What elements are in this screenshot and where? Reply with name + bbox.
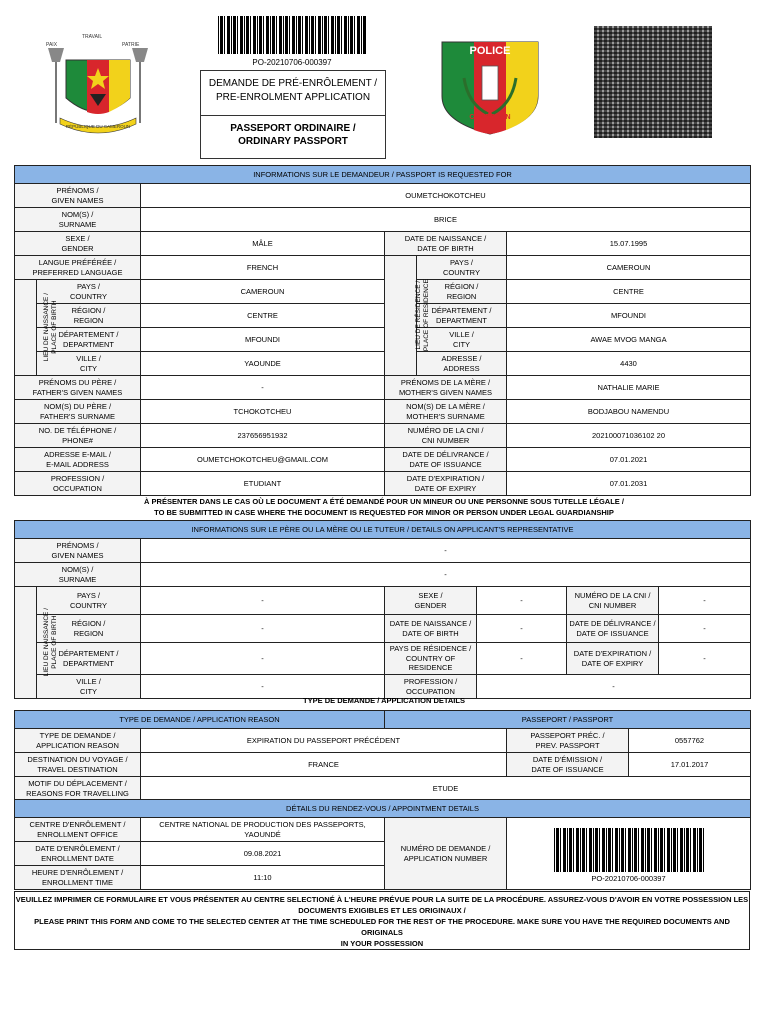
profession-label: PROFESSION / OCCUPATION xyxy=(15,472,141,496)
travel-motive-label: MOTIF DU DÉPLACEMENT / REASONS FOR TRAVELLING xyxy=(15,777,141,801)
rep-cni-label: NUMÉRO DE LA CNI / CNI NUMBER xyxy=(567,587,659,615)
residence-group-label: LIEU DE RÉSIDENCE / PLACE OF RESIDENCE xyxy=(385,256,417,376)
rep-issue-date-value: - xyxy=(659,615,751,643)
email-label: ADRESSE E-MAIL / E-MAIL ADDRESS xyxy=(15,448,141,472)
surname-value: BRICE xyxy=(141,208,751,232)
application-table xyxy=(14,710,751,801)
application-number-cell xyxy=(507,818,751,890)
father-given-value: - xyxy=(141,376,385,400)
rep-profession-label: PROFESSION / OCCUPATION xyxy=(385,675,477,699)
rep-profession-value: - xyxy=(477,675,751,699)
police-badge xyxy=(438,38,542,136)
language-value: FRENCH xyxy=(141,256,385,280)
passport-type-en: ORDINARY PASSPORT xyxy=(238,136,348,147)
res-department-label: DÉPARTEMENT / DEPARTMENT xyxy=(417,304,507,328)
mother-given-value: NATHALIE MARIE xyxy=(507,376,751,400)
given-names-label: PRÉNOMS / GIVEN NAMES xyxy=(15,184,141,208)
enrollment-date-value: 09.08.2021 xyxy=(141,842,385,866)
birth-city-value: YAOUNDE xyxy=(141,352,385,376)
phone-label: NO. DE TÉLÉPHONE / PHONE# xyxy=(15,424,141,448)
birth-country-value: CAMEROUN xyxy=(141,280,385,304)
language-label: LANGUE PRÉFÉRÉE / PREFERRED LANGUAGE xyxy=(15,256,141,280)
rep-issue-date-label: DATE DE DÉLIVRANCE / DATE OF ISSUANCE xyxy=(567,615,659,643)
rep-given-names-value: - xyxy=(141,539,751,563)
application-type-label: TYPE DE DEMANDE / APPLICATION REASON xyxy=(15,729,141,753)
rep-sex-value: - xyxy=(477,587,567,615)
title-fr: DEMANDE DE PRÉ-ENRÔLEMENT / xyxy=(208,78,378,89)
rep-residence-country-value: - xyxy=(477,643,567,675)
birth-department-label: DÉPARTEMENT / DEPARTMENT xyxy=(37,328,141,352)
reference-number: PO-20210706-000397 xyxy=(252,58,332,67)
mother-given-label: PRÉNOMS DE LA MÈRE / MOTHER'S GIVEN NAMES xyxy=(385,376,507,400)
applicant-table xyxy=(14,165,751,496)
enrollment-date-label: DATE D'ENRÔLEMENT / ENROLLMENT DATE xyxy=(15,842,141,866)
coat-of-arms-motto-2: PATRIE xyxy=(122,42,140,48)
footer-en-line-2: IN YOUR POSSESSION xyxy=(340,938,424,948)
given-names-value: OUMETCHOKOTCHEU xyxy=(141,184,751,208)
guardian-note xyxy=(14,497,754,518)
issue-date-label: DATE DE DÉLIVRANCE / DATE OF ISSUANCE xyxy=(385,448,507,472)
coat-of-arms-motto-1: TRAVAIL xyxy=(82,34,103,40)
rep-country-value: - xyxy=(141,587,385,615)
rep-department-label: DÉPARTEMENT / DEPARTMENT xyxy=(37,643,141,675)
rep-cni-value: - xyxy=(659,587,751,615)
guardian-note-fr: À PRÉSENTER DANS LE CAS OÙ LE DOCUMENT A ÉTÉ DEMANDÉ POUR UN MINEUR OU UNE PERSONNE SOUS TUTELLE LÉGALE / xyxy=(144,497,624,506)
reference-barcode xyxy=(218,16,366,54)
enrollment-office-value: CENTRE NATIONAL DE PRODUCTION DES PASSEPORTS, YAOUNDÉ xyxy=(141,818,385,842)
res-department-value: MFOUNDI xyxy=(507,304,751,328)
enrollment-office-label: CENTRE D'ENRÔLEMENT / ENROLLMENT OFFICE xyxy=(15,818,141,842)
coat-of-arms-emblem xyxy=(38,28,158,138)
applicant-section-header: INFORMATIONS SUR LE DEMANDEUR / PASSPORT IS REQUESTED FOR xyxy=(15,166,751,184)
footer-fr-line-2: DOCUMENTS EXIGIBLES ET LES ORIGINAUX / xyxy=(298,905,466,915)
application-reason-header: TYPE DE DEMANDE / APPLICATION REASON xyxy=(15,711,385,729)
phone-value: 237656951932 xyxy=(141,424,385,448)
sex-value: MÂLE xyxy=(141,232,385,256)
footer-en-line-1: PLEASE PRINT THIS FORM AND COME TO THE SELECTED CENTER AT THE TIME SCHEDULED FOR THE REST OF THE PROCEDURE. MAKE SURE YOU HAVE THE REQUIRED DOCUMENTS AND ORIGINALS xyxy=(34,916,730,937)
emission-date-value: 17.01.2017 xyxy=(629,753,751,777)
res-city-label: VILLE / CITY xyxy=(417,328,507,352)
application-type-value: EXPIRATION DU PASSEPORT PRÉCÉDENT xyxy=(141,729,507,753)
rep-sex-label: SEXE / GENDER xyxy=(385,587,477,615)
rep-given-names-label: PRÉNOMS / GIVEN NAMES xyxy=(15,539,141,563)
prev-passport-label: PASSEPORT PRÉC. / PREV. PASSPORT xyxy=(507,729,629,753)
rep-surname-value: - xyxy=(141,563,751,587)
guardian-note-en: TO BE SUBMITTED IN CASE WHERE THE DOCUMENT IS REQUESTED FOR MINOR OR PERSON UNDER LEGAL GUARDIANSHIP xyxy=(154,507,614,517)
passport-type-fr: PASSEPORT ORDINAIRE / xyxy=(230,123,356,134)
birth-department-value: MFOUNDI xyxy=(141,328,385,352)
header xyxy=(0,0,768,165)
res-address-label: ADRESSE / ADDRESS xyxy=(417,352,507,376)
destination-value: FRANCE xyxy=(141,753,507,777)
appointment-section-header: DÉTAILS DU RENDEZ-VOUS / APPOINTMENT DETAILS xyxy=(15,800,751,818)
emission-date-label: DATE D'ÉMISSION / DATE OF ISSUANCE xyxy=(507,753,629,777)
police-badge-label: POLICE xyxy=(469,45,511,57)
rep-expiry-date-label: DATE D'EXPIRATION / DATE OF EXPIRY xyxy=(567,643,659,675)
appointment-table xyxy=(14,799,751,890)
rep-city-value: - xyxy=(141,675,385,699)
mother-surname-label: NOM(S) DE LA MÈRE / MOTHER'S SURNAME xyxy=(385,400,507,424)
title-box xyxy=(200,70,386,116)
rep-dob-label: DATE DE NAISSANCE / DATE OF BIRTH xyxy=(385,615,477,643)
expiry-date-label: DATE D'EXPIRATION / DATE OF EXPIRY xyxy=(385,472,507,496)
passport-type-box xyxy=(200,114,386,159)
mother-surname-value: BODJABOU NAMENDU xyxy=(507,400,751,424)
prev-passport-value: 0557762 xyxy=(629,729,751,753)
rep-country-label: PAYS / COUNTRY xyxy=(37,587,141,615)
rep-birth-place-group-label: LIEU DE NAISSANCE / PLACE OF BIRTH xyxy=(15,587,37,699)
res-city-value: AWAE MVOG MANGA xyxy=(507,328,751,352)
expiry-date-value: 07.01.2031 xyxy=(507,472,751,496)
dob-label: DATE DE NAISSANCE / DATE OF BIRTH xyxy=(385,232,507,256)
footer-instructions xyxy=(14,891,750,950)
birth-city-label: VILLE / CITY xyxy=(37,352,141,376)
destination-label: DESTINATION DU VOYAGE / TRAVEL DESTINATION xyxy=(15,753,141,777)
representative-section-header: INFORMATIONS SUR LE PÈRE OU LA MÈRE OU LE TUTEUR / DETAILS ON APPLICANT'S REPRESENTATIVE xyxy=(15,521,751,539)
rep-department-value: - xyxy=(141,643,385,675)
birth-region-value: CENTRE xyxy=(141,304,385,328)
rep-region-label: RÉGION / REGION xyxy=(37,615,141,643)
rep-surname-label: NOM(S) / SURNAME xyxy=(15,563,141,587)
cni-value: 202100071036102 20 xyxy=(507,424,751,448)
qr-code xyxy=(594,26,712,138)
coat-of-arms-banner: RÉPUBLIQUE DU CAMEROUN xyxy=(65,124,131,129)
father-surname-value: TCHOKOTCHEU xyxy=(141,400,385,424)
enrollment-time-label: HEURE D'ENRÔLEMENT / ENROLLMENT TIME xyxy=(15,866,141,890)
coat-of-arms-motto-3: PAIX xyxy=(46,42,58,48)
res-region-label: RÉGION / REGION xyxy=(417,280,507,304)
rep-residence-country-label: PAYS DE RÉSIDENCE / COUNTRY OF RESIDENCE xyxy=(385,643,477,675)
application-barcode xyxy=(554,828,704,872)
father-given-label: PRÉNOMS DU PÈRE / FATHER'S GIVEN NAMES xyxy=(15,376,141,400)
application-number-label: NUMÉRO DE DEMANDE / APPLICATION NUMBER xyxy=(385,818,507,890)
application-details-heading: TYPE DE DEMANDE / APPLICATION DETAILS xyxy=(303,696,465,705)
passport-header: PASSEPORT / PASSPORT xyxy=(385,711,751,729)
res-region-value: CENTRE xyxy=(507,280,751,304)
father-surname-label: NOM(S) DU PÈRE / FATHER'S SURNAME xyxy=(15,400,141,424)
issue-date-value: 07.01.2021 xyxy=(507,448,751,472)
birth-region-label: RÉGION / REGION xyxy=(37,304,141,328)
res-address-value: 4430 xyxy=(507,352,751,376)
travel-motive-value: ETUDE xyxy=(141,777,751,801)
dob-value: 15.07.1995 xyxy=(507,232,751,256)
sex-label: SEXE / GENDER xyxy=(15,232,141,256)
surname-label: NOM(S) / SURNAME xyxy=(15,208,141,232)
rep-city-label: VILLE / CITY xyxy=(37,675,141,699)
res-country-label: PAYS / COUNTRY xyxy=(417,256,507,280)
title-en: PRE-ENROLMENT APPLICATION xyxy=(215,92,371,103)
enrollment-time-value: 11:10 xyxy=(141,866,385,890)
email-value: OUMETCHOKOTCHEU@GMAIL.COM xyxy=(141,448,385,472)
rep-expiry-date-value: - xyxy=(659,643,751,675)
birth-place-group-label: LIEU DE NAISSANCE / PLACE OF BIRTH xyxy=(15,280,37,376)
footer-fr-line-1: VEUILLEZ IMPRIMER CE FORMULAIRE ET VOUS PRÉSENTER AU CENTRE SELECTIONÉ À L'HEURE PRÉVUE POUR LA SUITE DE LA PROCÉDURE. ASSUREZ-VOUS D'AVOIR EN VOTRE POSSESSION LES xyxy=(15,895,749,904)
birth-country-label: PAYS / COUNTRY xyxy=(37,280,141,304)
res-country-value: CAMEROUN xyxy=(507,256,751,280)
application-number-value: PO-20210706-000397 xyxy=(591,873,666,883)
profession-value: ETUDIANT xyxy=(141,472,385,496)
rep-region-value: - xyxy=(141,615,385,643)
rep-dob-value: - xyxy=(477,615,567,643)
cni-label: NUMÉRO DE LA CNI / CNI NUMBER xyxy=(385,424,507,448)
police-badge-footer: CAMEROUN xyxy=(469,114,511,121)
representative-table xyxy=(14,520,751,699)
